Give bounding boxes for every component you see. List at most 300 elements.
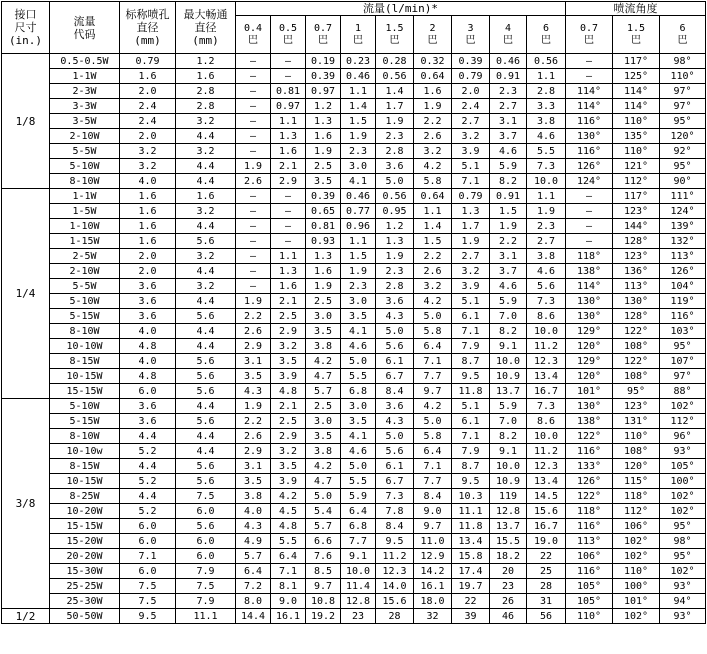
table-cell: – — [271, 189, 306, 204]
header-flow-pressure-line: 0.4 — [243, 22, 263, 34]
table-cell: 90° — [660, 174, 706, 189]
table-cell: 3.6 — [120, 294, 176, 309]
table-cell: 3.2 — [120, 144, 176, 159]
table-cell: 110° — [613, 564, 660, 579]
table-cell: 5.0 — [414, 414, 452, 429]
table-cell: 3.6 — [376, 399, 414, 414]
table-cell: 4.4 — [176, 324, 236, 339]
table-cell: 4.3 — [376, 309, 414, 324]
table-cell: 3.6 — [376, 294, 414, 309]
table-cell: 10-15W — [50, 474, 120, 489]
table-cell: 1.5 — [341, 114, 376, 129]
table-cell: 3.5 — [341, 414, 376, 429]
table-cell: 0.77 — [341, 204, 376, 219]
table-cell: 13.4 — [527, 474, 566, 489]
table-cell: 28 — [376, 609, 414, 624]
table-cell: 4.2 — [271, 489, 306, 504]
table-cell: 4.4 — [176, 174, 236, 189]
table-cell: 8.6 — [527, 309, 566, 324]
table-cell: 14.0 — [376, 579, 414, 594]
table-cell: 5.9 — [490, 159, 527, 174]
table-cell: 3.1 — [490, 114, 527, 129]
table-row — [2, 69, 706, 84]
port-size-cell: 1/2 — [2, 609, 50, 624]
table-cell: 1-1W — [50, 69, 120, 84]
table-cell: 103° — [660, 324, 706, 339]
table-cell: 0.64 — [414, 69, 452, 84]
table-cell: 15-20W — [50, 534, 120, 549]
table-cell: 120° — [613, 459, 660, 474]
table-cell: 7.1 — [271, 564, 306, 579]
table-cell: 1.6 — [120, 219, 176, 234]
table-cell: 1.5 — [341, 249, 376, 264]
table-cell: 6.0 — [176, 549, 236, 564]
table-cell: 118° — [613, 489, 660, 504]
table-cell: 1.5 — [490, 204, 527, 219]
table-cell: 0.81 — [306, 219, 341, 234]
header-flow-pressure — [306, 16, 341, 54]
table-cell: 7.5 — [176, 489, 236, 504]
table-row — [2, 444, 706, 459]
table-cell: 4.6 — [490, 279, 527, 294]
table-cell: 116° — [566, 114, 613, 129]
table-cell: 2.6 — [236, 324, 271, 339]
table-cell: 112° — [660, 414, 706, 429]
table-cell: 3.7 — [490, 264, 527, 279]
table-cell: 1.1 — [527, 69, 566, 84]
table-cell: 2.6 — [236, 429, 271, 444]
header-flow-pressure-line: 巴 — [283, 34, 293, 46]
table-cell: 1.2 — [376, 219, 414, 234]
table-cell: 122° — [613, 354, 660, 369]
table-cell: 7.1 — [452, 429, 490, 444]
table-cell: 9.0 — [414, 504, 452, 519]
header-angle-group: 喷流角度 — [566, 2, 706, 16]
table-cell: 1.9 — [236, 399, 271, 414]
table-cell: 1.9 — [376, 114, 414, 129]
table-cell: 0.79 — [120, 54, 176, 69]
table-cell: 3.5 — [236, 474, 271, 489]
table-cell: 4.0 — [120, 324, 176, 339]
table-cell: 25-30W — [50, 594, 120, 609]
table-cell: 5.8 — [414, 429, 452, 444]
header-orifice-line: (mm) — [134, 34, 161, 47]
table-cell: 102° — [660, 564, 706, 579]
table-cell: 6.4 — [271, 549, 306, 564]
table-row — [2, 54, 706, 69]
table-cell: 0.56 — [376, 189, 414, 204]
table-cell: 3.8 — [306, 339, 341, 354]
table-row — [2, 354, 706, 369]
table-cell: 17.4 — [452, 564, 490, 579]
table-cell: 97° — [660, 84, 706, 99]
table-cell: 3.6 — [120, 414, 176, 429]
table-cell: – — [236, 84, 271, 99]
table-cell: 1.6 — [271, 279, 306, 294]
table-cell: 1.3 — [271, 129, 306, 144]
table-cell: 3.2 — [176, 204, 236, 219]
table-row — [2, 414, 706, 429]
table-cell: 6.7 — [376, 369, 414, 384]
table-cell: 7.5 — [120, 594, 176, 609]
table-row — [2, 159, 706, 174]
table-cell: 2.9 — [271, 429, 306, 444]
table-cell: 102° — [613, 609, 660, 624]
table-row — [2, 339, 706, 354]
table-cell: 7.1 — [452, 174, 490, 189]
table-cell: 1.4 — [376, 84, 414, 99]
header-angle-pressure-line: 巴 — [631, 34, 641, 46]
header-code-line: 流量 — [73, 14, 96, 28]
table-cell: 139° — [660, 219, 706, 234]
table-cell: 3-3W — [50, 99, 120, 114]
table-cell: 3.0 — [306, 309, 341, 324]
table-cell: 131° — [613, 414, 660, 429]
table-cell: 12.3 — [527, 459, 566, 474]
table-cell: 8-10W — [50, 174, 120, 189]
table-cell: 95° — [660, 549, 706, 564]
table-cell: 2.2 — [236, 414, 271, 429]
table-cell: 6.1 — [452, 414, 490, 429]
table-cell: – — [566, 219, 613, 234]
table-cell: 113° — [566, 534, 613, 549]
table-cell: 1.6 — [120, 234, 176, 249]
table-cell: 3.9 — [452, 279, 490, 294]
table-cell: 19.2 — [306, 609, 341, 624]
table-cell: 1.1 — [271, 114, 306, 129]
table-cell: 1.7 — [452, 219, 490, 234]
table-cell: 105° — [566, 594, 613, 609]
table-cell: 104° — [660, 279, 706, 294]
table-row — [2, 189, 706, 204]
table-cell: 1.1 — [341, 84, 376, 99]
table-cell: 1.9 — [236, 294, 271, 309]
table-cell: 4.2 — [414, 159, 452, 174]
table-cell: 4.8 — [271, 384, 306, 399]
header-flow-pressure-line: 巴 — [353, 34, 363, 46]
table-cell: 5.2 — [120, 504, 176, 519]
table-cell: 1.9 — [341, 129, 376, 144]
table-cell: 0.46 — [341, 69, 376, 84]
table-cell: 9.5 — [376, 534, 414, 549]
table-cell: 0.95 — [376, 204, 414, 219]
table-cell: 1.6 — [176, 69, 236, 84]
table-row — [2, 144, 706, 159]
table-cell: 6.4 — [236, 564, 271, 579]
table-row — [2, 459, 706, 474]
table-cell: 0.56 — [527, 54, 566, 69]
table-cell: 3.2 — [176, 279, 236, 294]
table-cell: 113° — [660, 249, 706, 264]
table-cell: 11.0 — [414, 534, 452, 549]
table-cell: 0.19 — [306, 54, 341, 69]
table-cell: 135° — [613, 129, 660, 144]
table-cell: 10.0 — [527, 324, 566, 339]
table-cell: 100° — [613, 579, 660, 594]
table-cell: 4.4 — [176, 294, 236, 309]
table-cell: – — [236, 279, 271, 294]
table-cell: 10.9 — [490, 474, 527, 489]
table-cell: 106° — [566, 549, 613, 564]
header-row-top — [2, 2, 706, 16]
table-cell: 11.1 — [176, 609, 236, 624]
table-cell: – — [271, 69, 306, 84]
table-cell: 2.1 — [271, 159, 306, 174]
table-cell: 4.1 — [341, 429, 376, 444]
table-cell: 12.3 — [376, 564, 414, 579]
table-cell: 8-15W — [50, 354, 120, 369]
table-cell: 9.1 — [341, 549, 376, 564]
table-cell: 7.3 — [527, 159, 566, 174]
table-cell: 9.5 — [452, 369, 490, 384]
table-row — [2, 309, 706, 324]
header-passage-line: (mm) — [192, 34, 219, 47]
header-angle-pressure-line: 巴 — [584, 34, 594, 46]
table-cell: 4.8 — [120, 369, 176, 384]
table-cell: 1.4 — [341, 99, 376, 114]
table-cell: 22 — [452, 594, 490, 609]
table-cell: 102° — [613, 549, 660, 564]
table-row — [2, 234, 706, 249]
table-cell: 1.4 — [414, 219, 452, 234]
table-cell: 113° — [613, 279, 660, 294]
table-cell: 10.0 — [527, 429, 566, 444]
table-cell: 130° — [566, 399, 613, 414]
table-cell: 6.0 — [176, 534, 236, 549]
table-cell: 95° — [660, 519, 706, 534]
table-cell: 1.9 — [376, 249, 414, 264]
header-flow-pressure-line: 巴 — [318, 34, 328, 46]
table-cell: 101° — [613, 594, 660, 609]
table-cell: 122° — [566, 489, 613, 504]
table-cell: 22 — [527, 549, 566, 564]
table-cell: 117° — [613, 189, 660, 204]
table-cell: 7.1 — [120, 549, 176, 564]
table-cell: 126° — [566, 474, 613, 489]
table-cell: 4.3 — [236, 519, 271, 534]
table-cell: 6.6 — [306, 534, 341, 549]
table-cell: 2.5 — [271, 414, 306, 429]
table-cell: 5.6 — [176, 414, 236, 429]
table-cell: 8.2 — [490, 324, 527, 339]
table-cell: 7.9 — [176, 594, 236, 609]
table-cell: 8.0 — [236, 594, 271, 609]
table-cell: 3.1 — [236, 459, 271, 474]
table-cell: 7.1 — [414, 459, 452, 474]
table-cell: 56 — [527, 609, 566, 624]
table-cell: 136° — [613, 264, 660, 279]
header-angle-pressure — [613, 16, 660, 54]
header-flow-pressure-line: 巴 — [427, 34, 438, 46]
header-orifice-line: 标称喷孔 — [125, 8, 170, 21]
table-cell: 1.6 — [176, 189, 236, 204]
table-cell: 5-10W — [50, 399, 120, 414]
table-cell: 2.0 — [120, 129, 176, 144]
table-cell: 128° — [613, 309, 660, 324]
table-cell: 0.56 — [376, 69, 414, 84]
table-cell: 5.9 — [490, 399, 527, 414]
table-cell: 5-5W — [50, 144, 120, 159]
table-cell: 3.2 — [120, 159, 176, 174]
table-cell: 105° — [660, 459, 706, 474]
table-cell: 4.4 — [120, 489, 176, 504]
table-cell: 1.9 — [306, 279, 341, 294]
table-row — [2, 324, 706, 339]
table-cell: 2.6 — [414, 129, 452, 144]
table-cell: 2.2 — [414, 114, 452, 129]
table-cell: 116° — [660, 309, 706, 324]
table-cell: 93° — [660, 609, 706, 624]
table-cell: 5.5 — [527, 144, 566, 159]
table-cell: 1.6 — [306, 129, 341, 144]
table-row — [2, 204, 706, 219]
table-cell: 9.7 — [414, 519, 452, 534]
table-cell: 107° — [660, 354, 706, 369]
table-cell: 3.5 — [306, 324, 341, 339]
table-cell: 5-10W — [50, 294, 120, 309]
table-cell: 3.3 — [527, 99, 566, 114]
table-cell: 4.4 — [176, 159, 236, 174]
table-cell: 97° — [660, 369, 706, 384]
table-cell: 2.8 — [176, 84, 236, 99]
table-cell: 3.8 — [527, 249, 566, 264]
table-cell: 2.2 — [236, 309, 271, 324]
table-cell: 112° — [613, 174, 660, 189]
table-cell: 10.9 — [490, 369, 527, 384]
table-cell: 2.9 — [271, 174, 306, 189]
header-flow-pressure-line: 巴 — [465, 34, 476, 46]
table-cell: 105° — [566, 579, 613, 594]
table-cell: 13.4 — [452, 534, 490, 549]
table-cell: 1.2 — [306, 99, 341, 114]
table-cell: 10.8 — [306, 594, 341, 609]
table-cell: – — [236, 99, 271, 114]
table-cell: 1.1 — [414, 204, 452, 219]
table-cell: 4.4 — [176, 339, 236, 354]
table-cell: 2.8 — [527, 84, 566, 99]
table-cell: 130° — [566, 294, 613, 309]
table-cell: 4.6 — [341, 339, 376, 354]
table-cell: 13.7 — [490, 384, 527, 399]
table-cell: 112° — [613, 504, 660, 519]
table-cell: 102° — [660, 489, 706, 504]
table-cell: 8.4 — [414, 489, 452, 504]
table-cell: 5.0 — [376, 324, 414, 339]
table-cell: 3.8 — [236, 489, 271, 504]
table-row — [2, 114, 706, 129]
table-cell: 3.0 — [341, 159, 376, 174]
header-angle-pressure-line: 1.5 — [626, 22, 646, 34]
table-cell: 1.1 — [271, 249, 306, 264]
header-flow-pressure — [376, 16, 414, 54]
table-cell: 4.2 — [414, 294, 452, 309]
table-cell: 110° — [566, 609, 613, 624]
table-cell: 93° — [660, 444, 706, 459]
table-cell: 116° — [566, 144, 613, 159]
table-cell: 15.8 — [452, 549, 490, 564]
table-cell: 114° — [613, 84, 660, 99]
table-cell: – — [236, 249, 271, 264]
table-cell: 8.4 — [376, 519, 414, 534]
table-cell: 4.5 — [271, 504, 306, 519]
table-cell: 10.0 — [490, 459, 527, 474]
table-cell: 6.1 — [452, 309, 490, 324]
table-cell: – — [236, 144, 271, 159]
table-cell: 10-10w — [50, 444, 120, 459]
table-cell: 15-15W — [50, 519, 120, 534]
table-cell: 7.6 — [306, 549, 341, 564]
table-cell: 4.7 — [306, 369, 341, 384]
table-cell: 11.2 — [527, 444, 566, 459]
table-cell: 23 — [341, 609, 376, 624]
table-cell: 144° — [613, 219, 660, 234]
table-cell: 5.8 — [414, 324, 452, 339]
table-cell: 11.8 — [452, 384, 490, 399]
table-cell: 5.0 — [341, 459, 376, 474]
header-flow-pressure-line: 巴 — [503, 34, 513, 46]
table-cell: 1.6 — [271, 144, 306, 159]
table-cell: 8-15W — [50, 459, 120, 474]
table-cell: 115° — [613, 474, 660, 489]
table-cell: 2.2 — [490, 234, 527, 249]
table-cell: 2.7 — [452, 249, 490, 264]
table-cell: 126° — [660, 264, 706, 279]
table-cell: 5.0 — [414, 309, 452, 324]
table-cell: 4.4 — [176, 444, 236, 459]
table-cell: 118° — [566, 504, 613, 519]
table-cell: 2.0 — [120, 249, 176, 264]
table-cell: 4.6 — [527, 264, 566, 279]
table-cell: 2.3 — [527, 219, 566, 234]
table-cell: 3.7 — [490, 129, 527, 144]
table-cell: 114° — [566, 99, 613, 114]
table-cell: 129° — [566, 354, 613, 369]
table-cell: 19.7 — [452, 579, 490, 594]
table-cell: 18.0 — [414, 594, 452, 609]
table-cell: 8.1 — [271, 579, 306, 594]
table-cell: 5.6 — [176, 309, 236, 324]
table-cell: 5.1 — [452, 294, 490, 309]
table-cell: 95° — [660, 114, 706, 129]
table-cell: 1.3 — [306, 114, 341, 129]
table-cell: 102° — [613, 534, 660, 549]
table-cell: 3.5 — [271, 459, 306, 474]
table-row — [2, 594, 706, 609]
table-cell: 7.1 — [414, 354, 452, 369]
table-cell: 1.6 — [120, 189, 176, 204]
table-cell: 5.1 — [452, 399, 490, 414]
table-cell: 4.0 — [120, 354, 176, 369]
table-row — [2, 564, 706, 579]
table-cell: 5.9 — [341, 489, 376, 504]
table-cell: 19.0 — [527, 534, 566, 549]
table-cell: 7.3 — [376, 489, 414, 504]
table-cell: 25 — [527, 564, 566, 579]
table-cell: 10-20W — [50, 504, 120, 519]
table-cell: 26 — [490, 594, 527, 609]
table-cell: 0.39 — [452, 54, 490, 69]
table-cell: 3.0 — [306, 414, 341, 429]
table-cell: 5.6 — [176, 519, 236, 534]
table-cell: 50-50W — [50, 609, 120, 624]
table-cell: 3.6 — [376, 159, 414, 174]
table-cell: 1.3 — [271, 264, 306, 279]
table-cell: 119 — [490, 489, 527, 504]
table-row — [2, 474, 706, 489]
table-cell: 4.4 — [176, 429, 236, 444]
table-cell: 3.1 — [236, 354, 271, 369]
table-row — [2, 489, 706, 504]
